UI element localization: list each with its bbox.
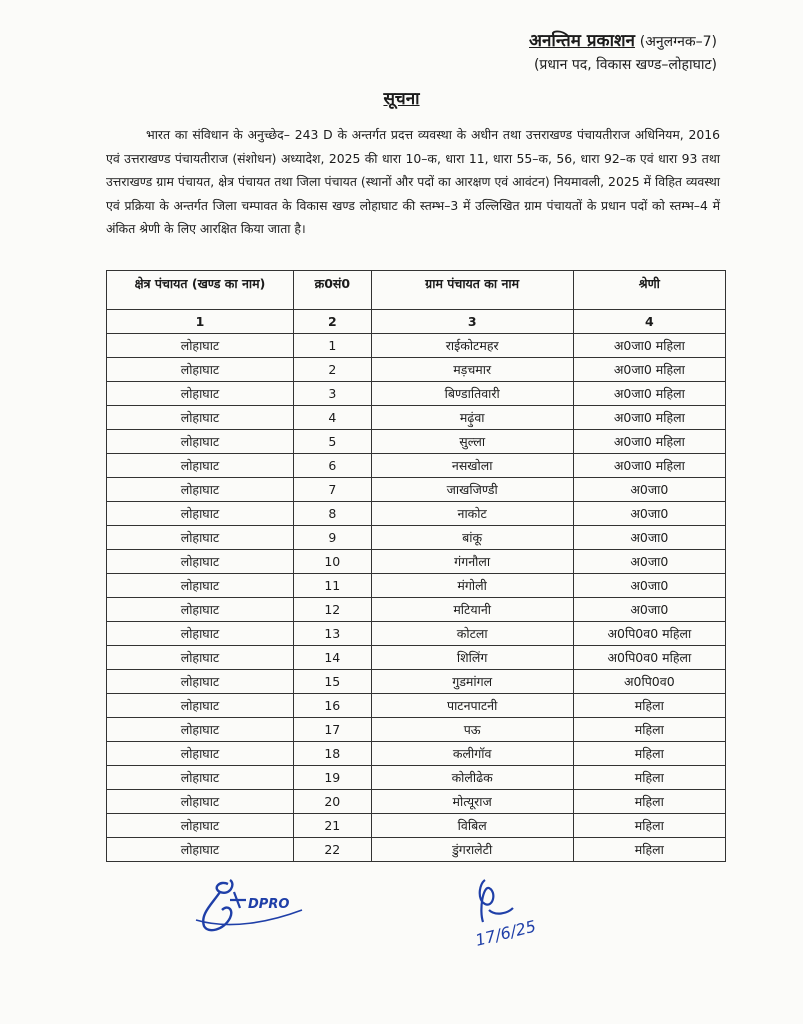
cell-gram-panchayat: बिण्डातिवारी	[371, 382, 573, 406]
cell-serial: 3	[293, 382, 371, 406]
table-row	[107, 454, 726, 478]
cell-serial: 5	[293, 430, 371, 454]
cell-category: अ0जा0	[573, 574, 725, 598]
column-number-row	[107, 310, 726, 334]
cell-category: महिला	[573, 838, 725, 862]
column-number: 2	[293, 310, 371, 334]
cell-serial: 19	[293, 766, 371, 790]
cell-category: महिला	[573, 766, 725, 790]
cell-category: अ0जा0	[573, 502, 725, 526]
cell-category: अ0जा0 महिला	[573, 382, 725, 406]
cell-block-name: लोहाघाट	[107, 478, 294, 502]
cell-category: अ0जा0 महिला	[573, 430, 725, 454]
cell-serial: 4	[293, 406, 371, 430]
cell-block-name: लोहाघाट	[107, 622, 294, 646]
cell-gram-panchayat: मड़चमार	[371, 358, 573, 382]
cell-category: महिला	[573, 718, 725, 742]
cell-gram-panchayat: शिलिंग	[371, 646, 573, 670]
cell-category: अ0जा0	[573, 478, 725, 502]
cell-serial: 11	[293, 574, 371, 598]
cell-block-name: लोहाघाट	[107, 526, 294, 550]
officer-signature	[455, 870, 555, 960]
table-row	[107, 382, 726, 406]
table-row	[107, 718, 726, 742]
cell-gram-panchayat: कोटला	[371, 622, 573, 646]
cell-block-name: लोहाघाट	[107, 502, 294, 526]
table-row	[107, 646, 726, 670]
annex-label: (अनुलग्नक–7)	[639, 34, 717, 50]
cell-block-name: लोहाघाट	[107, 598, 294, 622]
cell-serial: 13	[293, 622, 371, 646]
cell-block-name: लोहाघाट	[107, 790, 294, 814]
cell-serial: 15	[293, 670, 371, 694]
table-row	[107, 430, 726, 454]
post-line: (प्रधान पद, विकास खण्ड–लोहाघाट)	[533, 57, 717, 73]
cell-gram-panchayat: विबिल	[371, 814, 573, 838]
cell-category: महिला	[573, 742, 725, 766]
cell-gram-panchayat: राईकोटमहर	[371, 334, 573, 358]
cell-serial: 8	[293, 502, 371, 526]
header-gram-panchayat: ग्राम पंचायत का नाम	[371, 271, 573, 310]
table-header-row	[107, 271, 726, 310]
table-row	[107, 406, 726, 430]
cell-block-name: लोहाघाट	[107, 358, 294, 382]
cell-gram-panchayat: नसखोला	[371, 454, 573, 478]
cell-category: अ0जा0 महिला	[573, 406, 725, 430]
cell-block-name: लोहाघाट	[107, 334, 294, 358]
cell-gram-panchayat: मंगोली	[371, 574, 573, 598]
cell-block-name: लोहाघाट	[107, 838, 294, 862]
cell-category: अ0पि0व0 महिला	[573, 646, 725, 670]
table-row	[107, 550, 726, 574]
cell-gram-panchayat: कोलीढेक	[371, 766, 573, 790]
cell-serial: 7	[293, 478, 371, 502]
cell-gram-panchayat: डुंगरालेटी	[371, 838, 573, 862]
cell-gram-panchayat: नाकोट	[371, 502, 573, 526]
cell-gram-panchayat: बांकू	[371, 526, 573, 550]
table-row	[107, 622, 726, 646]
table-row	[107, 742, 726, 766]
dpro-signature	[190, 870, 330, 940]
cell-gram-panchayat: गंगनौला	[371, 550, 573, 574]
column-number: 1	[107, 310, 294, 334]
cell-block-name: लोहाघाट	[107, 454, 294, 478]
cell-block-name: लोहाघाट	[107, 766, 294, 790]
cell-gram-panchayat: कलीगॉव	[371, 742, 573, 766]
cell-serial: 22	[293, 838, 371, 862]
table-row	[107, 766, 726, 790]
table-row	[107, 814, 726, 838]
cell-block-name: लोहाघाट	[107, 406, 294, 430]
cell-category: महिला	[573, 694, 725, 718]
header-block	[529, 30, 717, 77]
cell-serial: 9	[293, 526, 371, 550]
cell-block-name: लोहाघाट	[107, 718, 294, 742]
cell-block-name: लोहाघाट	[107, 742, 294, 766]
cell-category: अ0पि0व0 महिला	[573, 622, 725, 646]
column-number: 3	[371, 310, 573, 334]
cell-category: अ0जा0	[573, 526, 725, 550]
signature-date: 17/6/25	[473, 916, 538, 950]
cell-serial: 17	[293, 718, 371, 742]
body-paragraph: भारत का संविधान के अनुच्छेद– 243 D के अन्तर्गत प्रदत्त व्यवस्था के अधीन तथा उत्तराखण्ड पंचायतीराज अधिनियम, 2016 एवं उत्तराखण्ड पंचायतीराज (संशोधन) अध्यादेश, 2025 की धारा 10–क, धारा 11, धारा 55–क, 56, धारा 92–क एवं धारा 93 तथा उत्तराखण्ड ग्राम पंचायत, क्षेत्र पंचायत तथा जिला पंचायत (स्थानों और पदों का आरक्षण एवं आवंटन) नियमावली, 2025 में विहित व्यवस्था एवं प्रक्रिया के अन्तर्गत जिला चम्पावत के विकास खण्ड लोहाघाट की स्तम्भ–3 में उल्लिखित ग्राम पंचायतों के प्रधान पदों को स्तम्भ–4 में अंकित श्रेणी के लिए आरक्षित किया जाता है।	[106, 127, 720, 237]
cell-gram-panchayat: मढ़ुंवा	[371, 406, 573, 430]
cell-gram-panchayat: मटियानी	[371, 598, 573, 622]
cell-gram-panchayat: जाखजिण्डी	[371, 478, 573, 502]
cell-gram-panchayat: पाटनपाटनी	[371, 694, 573, 718]
table-row	[107, 574, 726, 598]
table-row	[107, 478, 726, 502]
cell-block-name: लोहाघाट	[107, 694, 294, 718]
cell-serial: 16	[293, 694, 371, 718]
cell-category: अ0पि0व0	[573, 670, 725, 694]
cell-block-name: लोहाघाट	[107, 646, 294, 670]
cell-serial: 6	[293, 454, 371, 478]
cell-block-name: लोहाघाट	[107, 670, 294, 694]
header-block-name: क्षेत्र पंचायत (खण्ड का नाम)	[107, 271, 294, 310]
table-row	[107, 838, 726, 862]
table-row	[107, 502, 726, 526]
cell-serial: 2	[293, 358, 371, 382]
cell-serial: 12	[293, 598, 371, 622]
notice-title: सूचना	[383, 89, 420, 109]
reservation-table	[106, 270, 726, 862]
table-row	[107, 334, 726, 358]
cell-serial: 21	[293, 814, 371, 838]
cell-category: अ0जा0 महिला	[573, 334, 725, 358]
cell-gram-panchayat: पऊ	[371, 718, 573, 742]
table-row	[107, 598, 726, 622]
cell-block-name: लोहाघाट	[107, 550, 294, 574]
cell-gram-panchayat: मोत्यूराज	[371, 790, 573, 814]
table-row	[107, 670, 726, 694]
document-title: अनन्तिम प्रकाशन	[529, 31, 635, 51]
cell-serial: 18	[293, 742, 371, 766]
table-row	[107, 526, 726, 550]
cell-category: अ0जा0 महिला	[573, 454, 725, 478]
table-row	[107, 790, 726, 814]
table-row	[107, 358, 726, 382]
cell-category: महिला	[573, 790, 725, 814]
cell-block-name: लोहाघाट	[107, 574, 294, 598]
cell-serial: 14	[293, 646, 371, 670]
cell-gram-panchayat: गुडमांगल	[371, 670, 573, 694]
cell-gram-panchayat: सुल्ला	[371, 430, 573, 454]
cell-serial: 10	[293, 550, 371, 574]
column-number: 4	[573, 310, 725, 334]
cell-block-name: लोहाघाट	[107, 382, 294, 406]
dpro-signature-label: DPRO	[248, 897, 290, 912]
cell-category: अ0जा0	[573, 598, 725, 622]
header-category: श्रेणी	[573, 271, 725, 310]
table-body	[107, 334, 726, 862]
cell-category: महिला	[573, 814, 725, 838]
cell-category: अ0जा0	[573, 550, 725, 574]
cell-block-name: लोहाघाट	[107, 814, 294, 838]
cell-category: अ0जा0 महिला	[573, 358, 725, 382]
cell-serial: 1	[293, 334, 371, 358]
cell-serial: 20	[293, 790, 371, 814]
cell-block-name: लोहाघाट	[107, 430, 294, 454]
table-row	[107, 694, 726, 718]
header-serial: क्र0सं0	[293, 271, 371, 310]
